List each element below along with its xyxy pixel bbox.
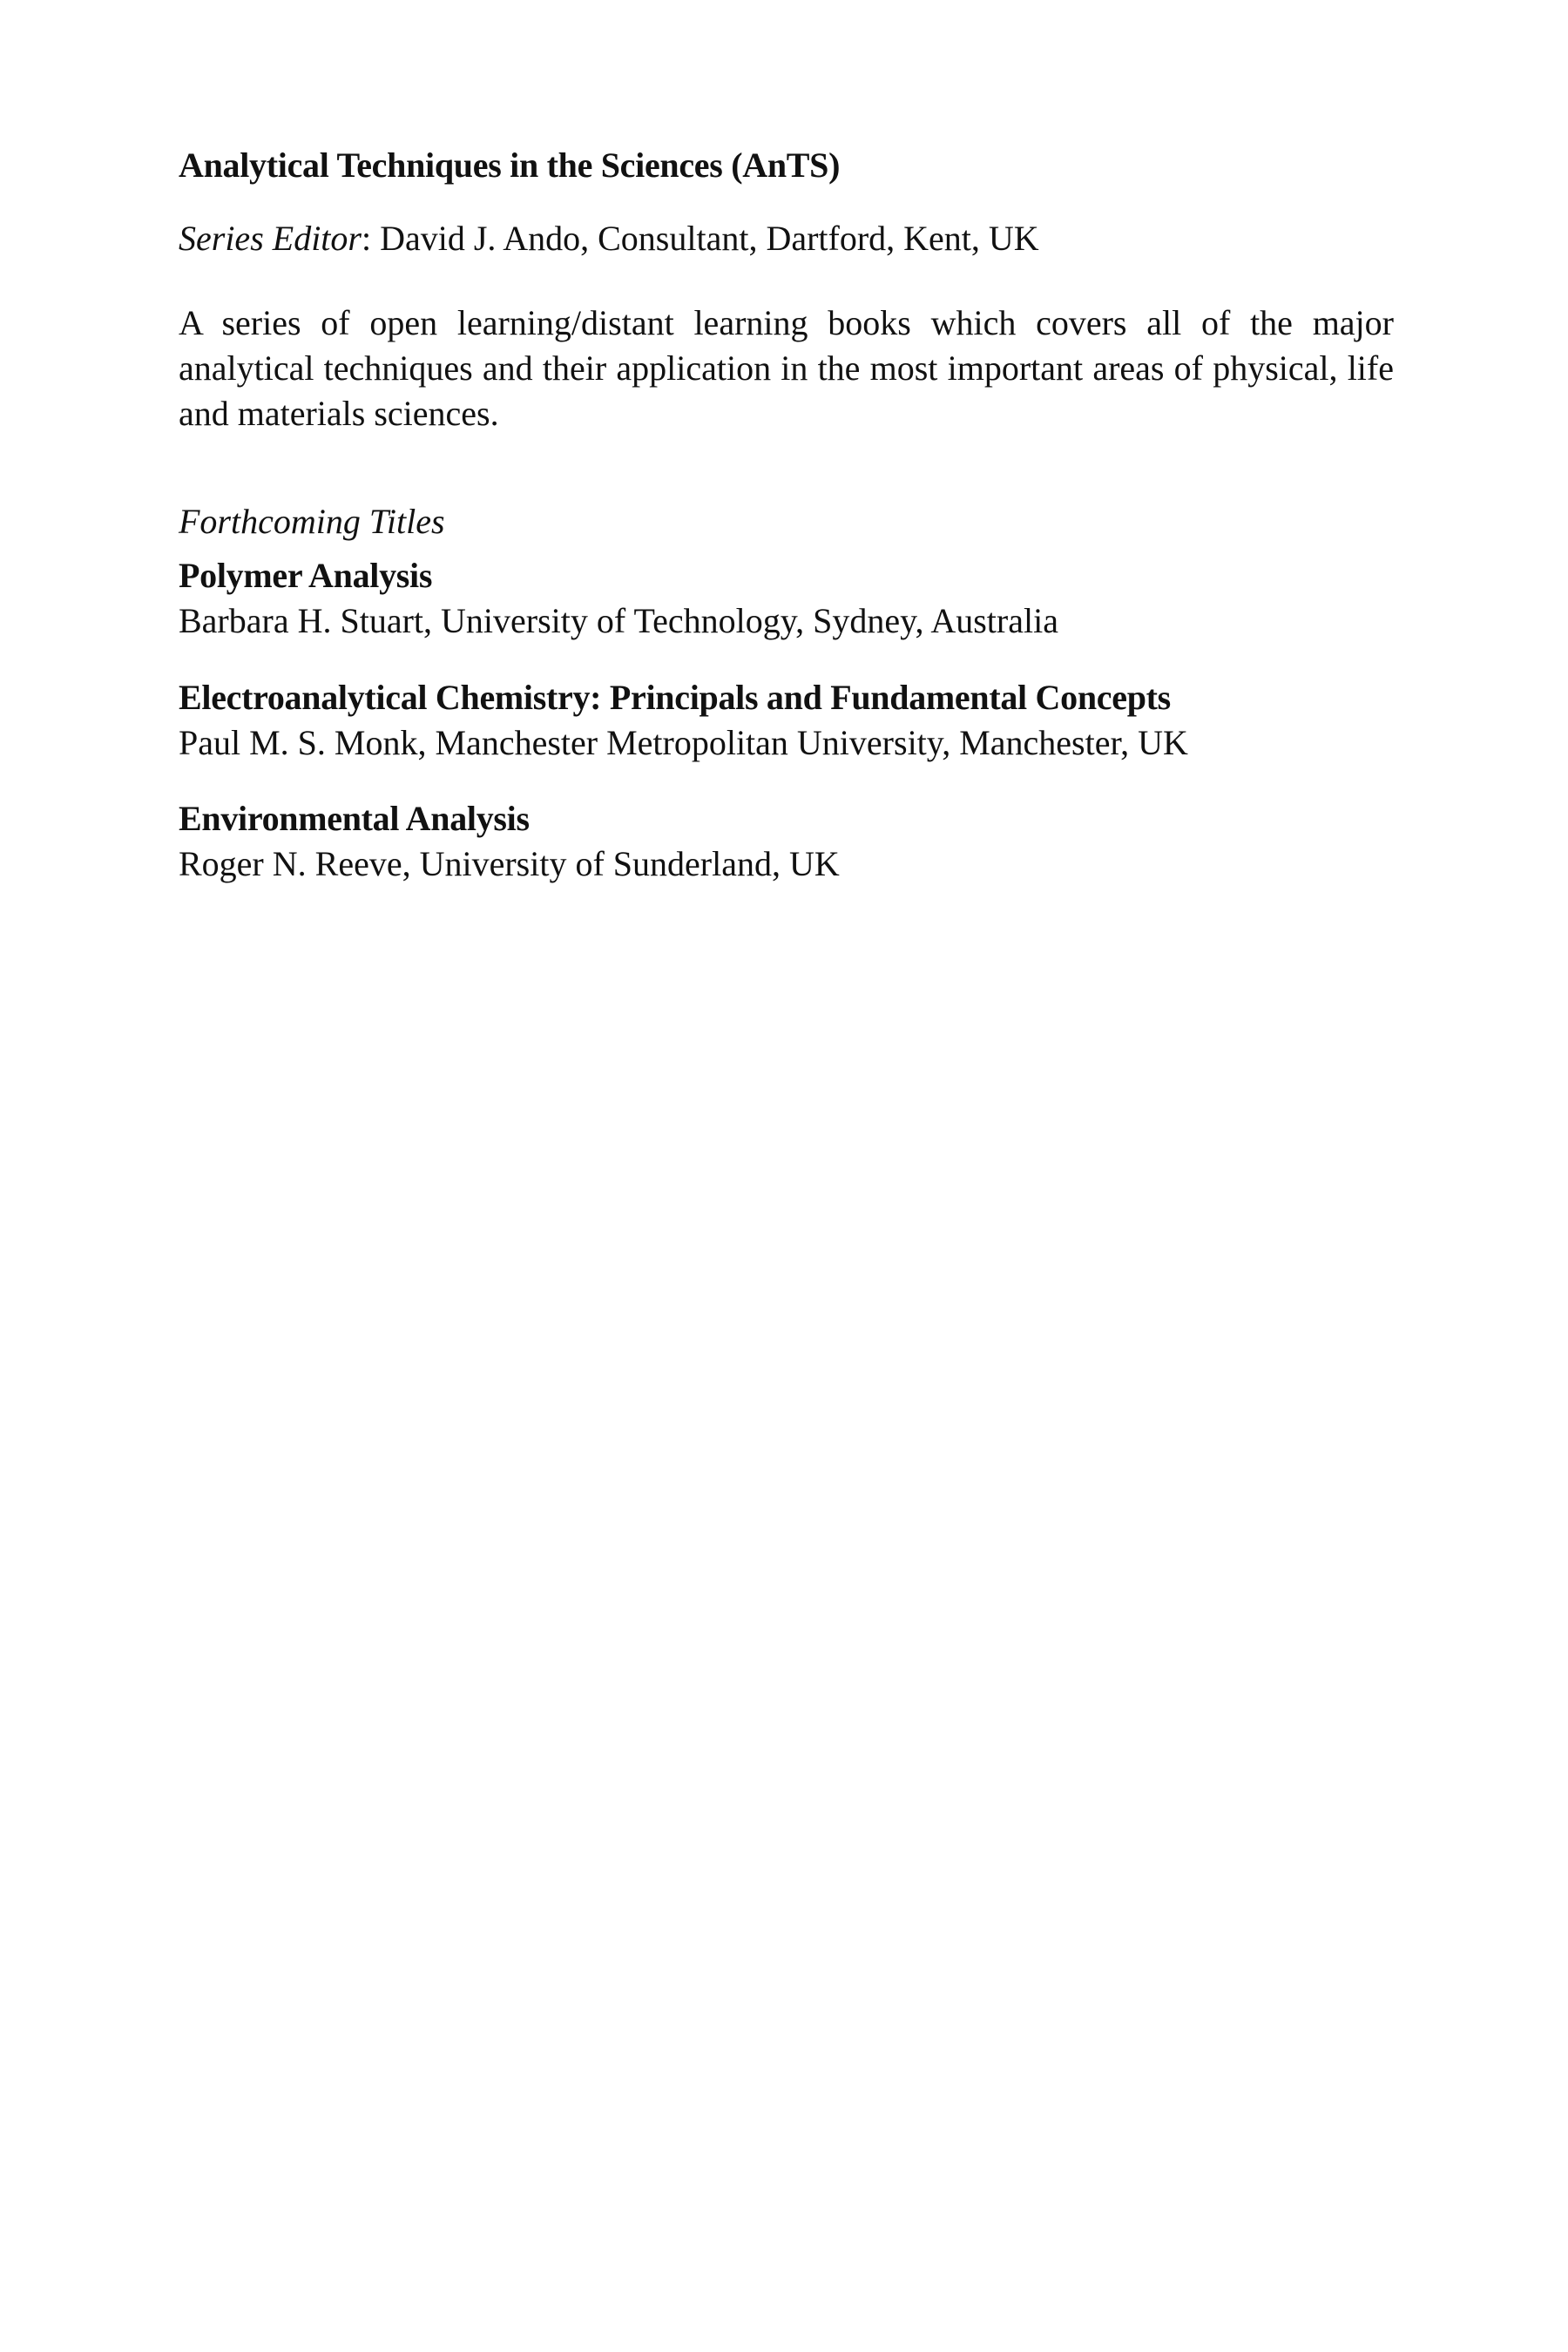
book-title: Electroanalytical Chemistry: Principals and Fundamental Concepts xyxy=(179,678,1171,717)
book-title: Polymer Analysis xyxy=(179,556,433,595)
series-editor-value: : David J. Ando, Consultant, Dartford, Kent, UK xyxy=(361,219,1039,258)
forthcoming-title-entry xyxy=(179,796,840,887)
series-editor xyxy=(179,218,1039,259)
book-author: Barbara H. Stuart, University of Technology, Sydney, Australia xyxy=(179,601,1058,640)
series-description: A series of open learning/distant learning books which covers all of the major analytical techniques and their application in the most important areas of physical, life and materials sciences. xyxy=(179,303,1394,433)
series-editor-label: Series Editor xyxy=(179,219,362,258)
forthcoming-title-entry xyxy=(179,553,1058,644)
series-title: Analytical Techniques in the Sciences (AnTS) xyxy=(179,145,841,185)
forthcoming-heading: Forthcoming Titles xyxy=(179,502,445,541)
book-author: Roger N. Reeve, University of Sunderland, UK xyxy=(179,844,840,883)
book-author: Paul M. S. Monk, Manchester Metropolitan University, Manchester, UK xyxy=(179,723,1188,762)
book-title: Environmental Analysis xyxy=(179,799,530,838)
forthcoming-title-entry xyxy=(179,675,1188,766)
